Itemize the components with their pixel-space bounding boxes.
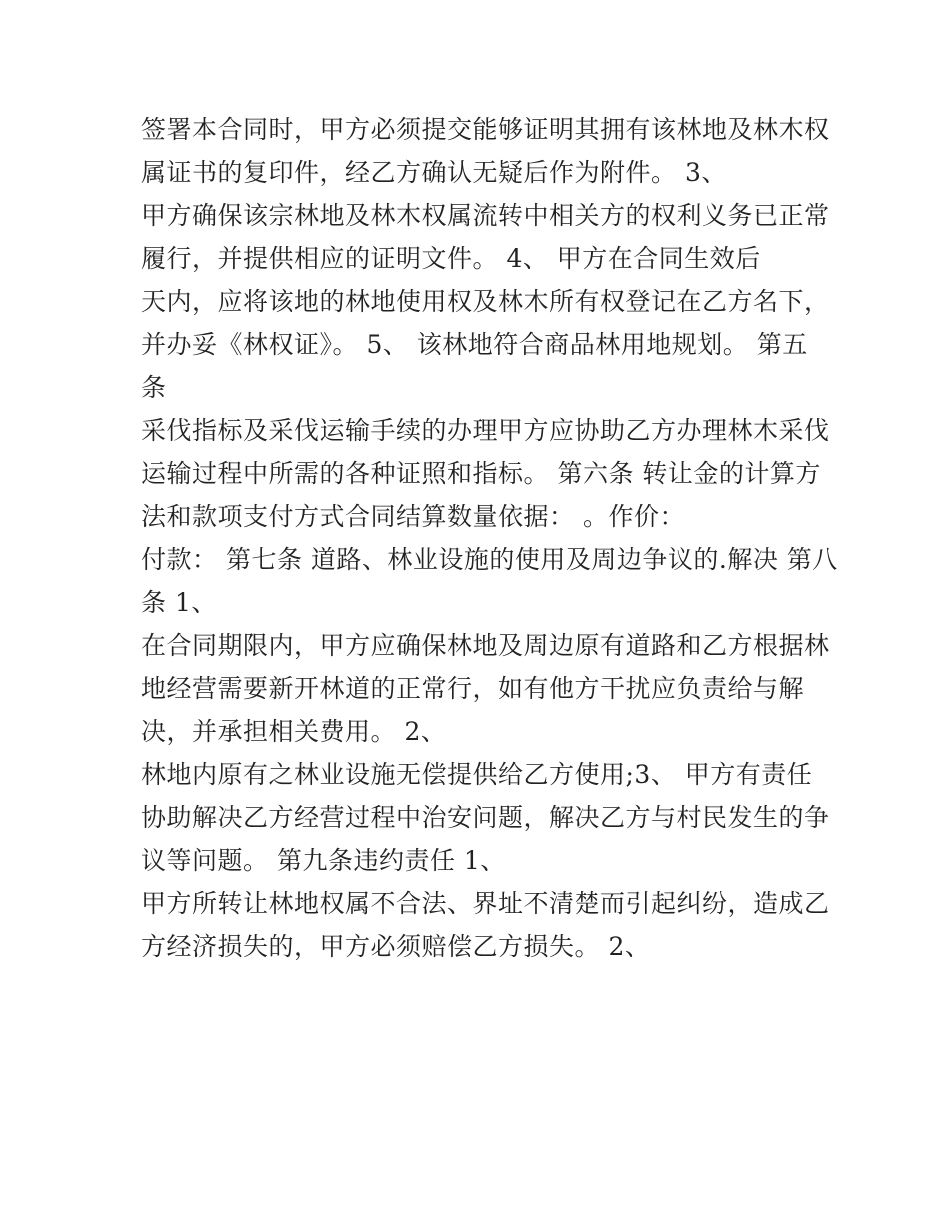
text-line: 甲方确保该宗林地及林木权属流转中相关方的权利义务已正常	[141, 201, 830, 230]
text-line: 并办妥《林权证》。 5、 该林地符合商品林用地规划。 第五	[141, 330, 808, 359]
text-line: 付款： 第七条 道路、林业设施的使用及周边争议的.解决 第八	[141, 545, 838, 574]
text-line: 林地内原有之林业设施无偿提供给乙方使用;3、 甲方有责任	[141, 760, 813, 789]
text-line: 条	[141, 373, 167, 402]
text-line: 地经营需要新开林道的正常行，如有他方干扰应负责给与解	[141, 674, 805, 703]
text-line: 签署本合同时，甲方必须提交能够证明其拥有该林地及林木权	[141, 115, 830, 144]
contract-body	[141, 108, 841, 968]
text-line: 天内，应将该地的林地使用权及林木所有权登记在乙方名下，	[141, 287, 830, 316]
text-line: 属证书的复印件，经乙方确认无疑后作为附件。 3、	[141, 158, 727, 187]
text-line: 法和款项支付方式合同结算数量依据： 。作价：	[141, 502, 685, 531]
text-line: 履行，并提供相应的证明文件。 4、 甲方在合同生效后	[141, 244, 761, 273]
text-line: 甲方所转让林地权属不合法、界址不清楚而引起纠纷，造成乙	[141, 889, 830, 918]
text-line: 决，并承担相关费用。 2、	[141, 717, 447, 746]
text-line: 在合同期限内，甲方应确保林地及周边原有道路和乙方根据林	[141, 631, 830, 660]
text-line: 议等问题。 第九条违约责任 1、	[141, 846, 506, 875]
text-line: 协助解决乙方经营过程中治安问题，解决乙方与村民发生的争	[141, 803, 830, 832]
text-line: 采伐指标及采伐运输手续的办理甲方应协助乙方办理林木采伐	[141, 416, 830, 445]
text-line: 条 1、	[141, 588, 217, 617]
text-line: 方经济损失的，甲方必须赔偿乙方损失。 2、	[141, 932, 651, 961]
text-line: 运输过程中所需的各种证照和指标。 第六条 转让金的计算方	[141, 459, 821, 488]
